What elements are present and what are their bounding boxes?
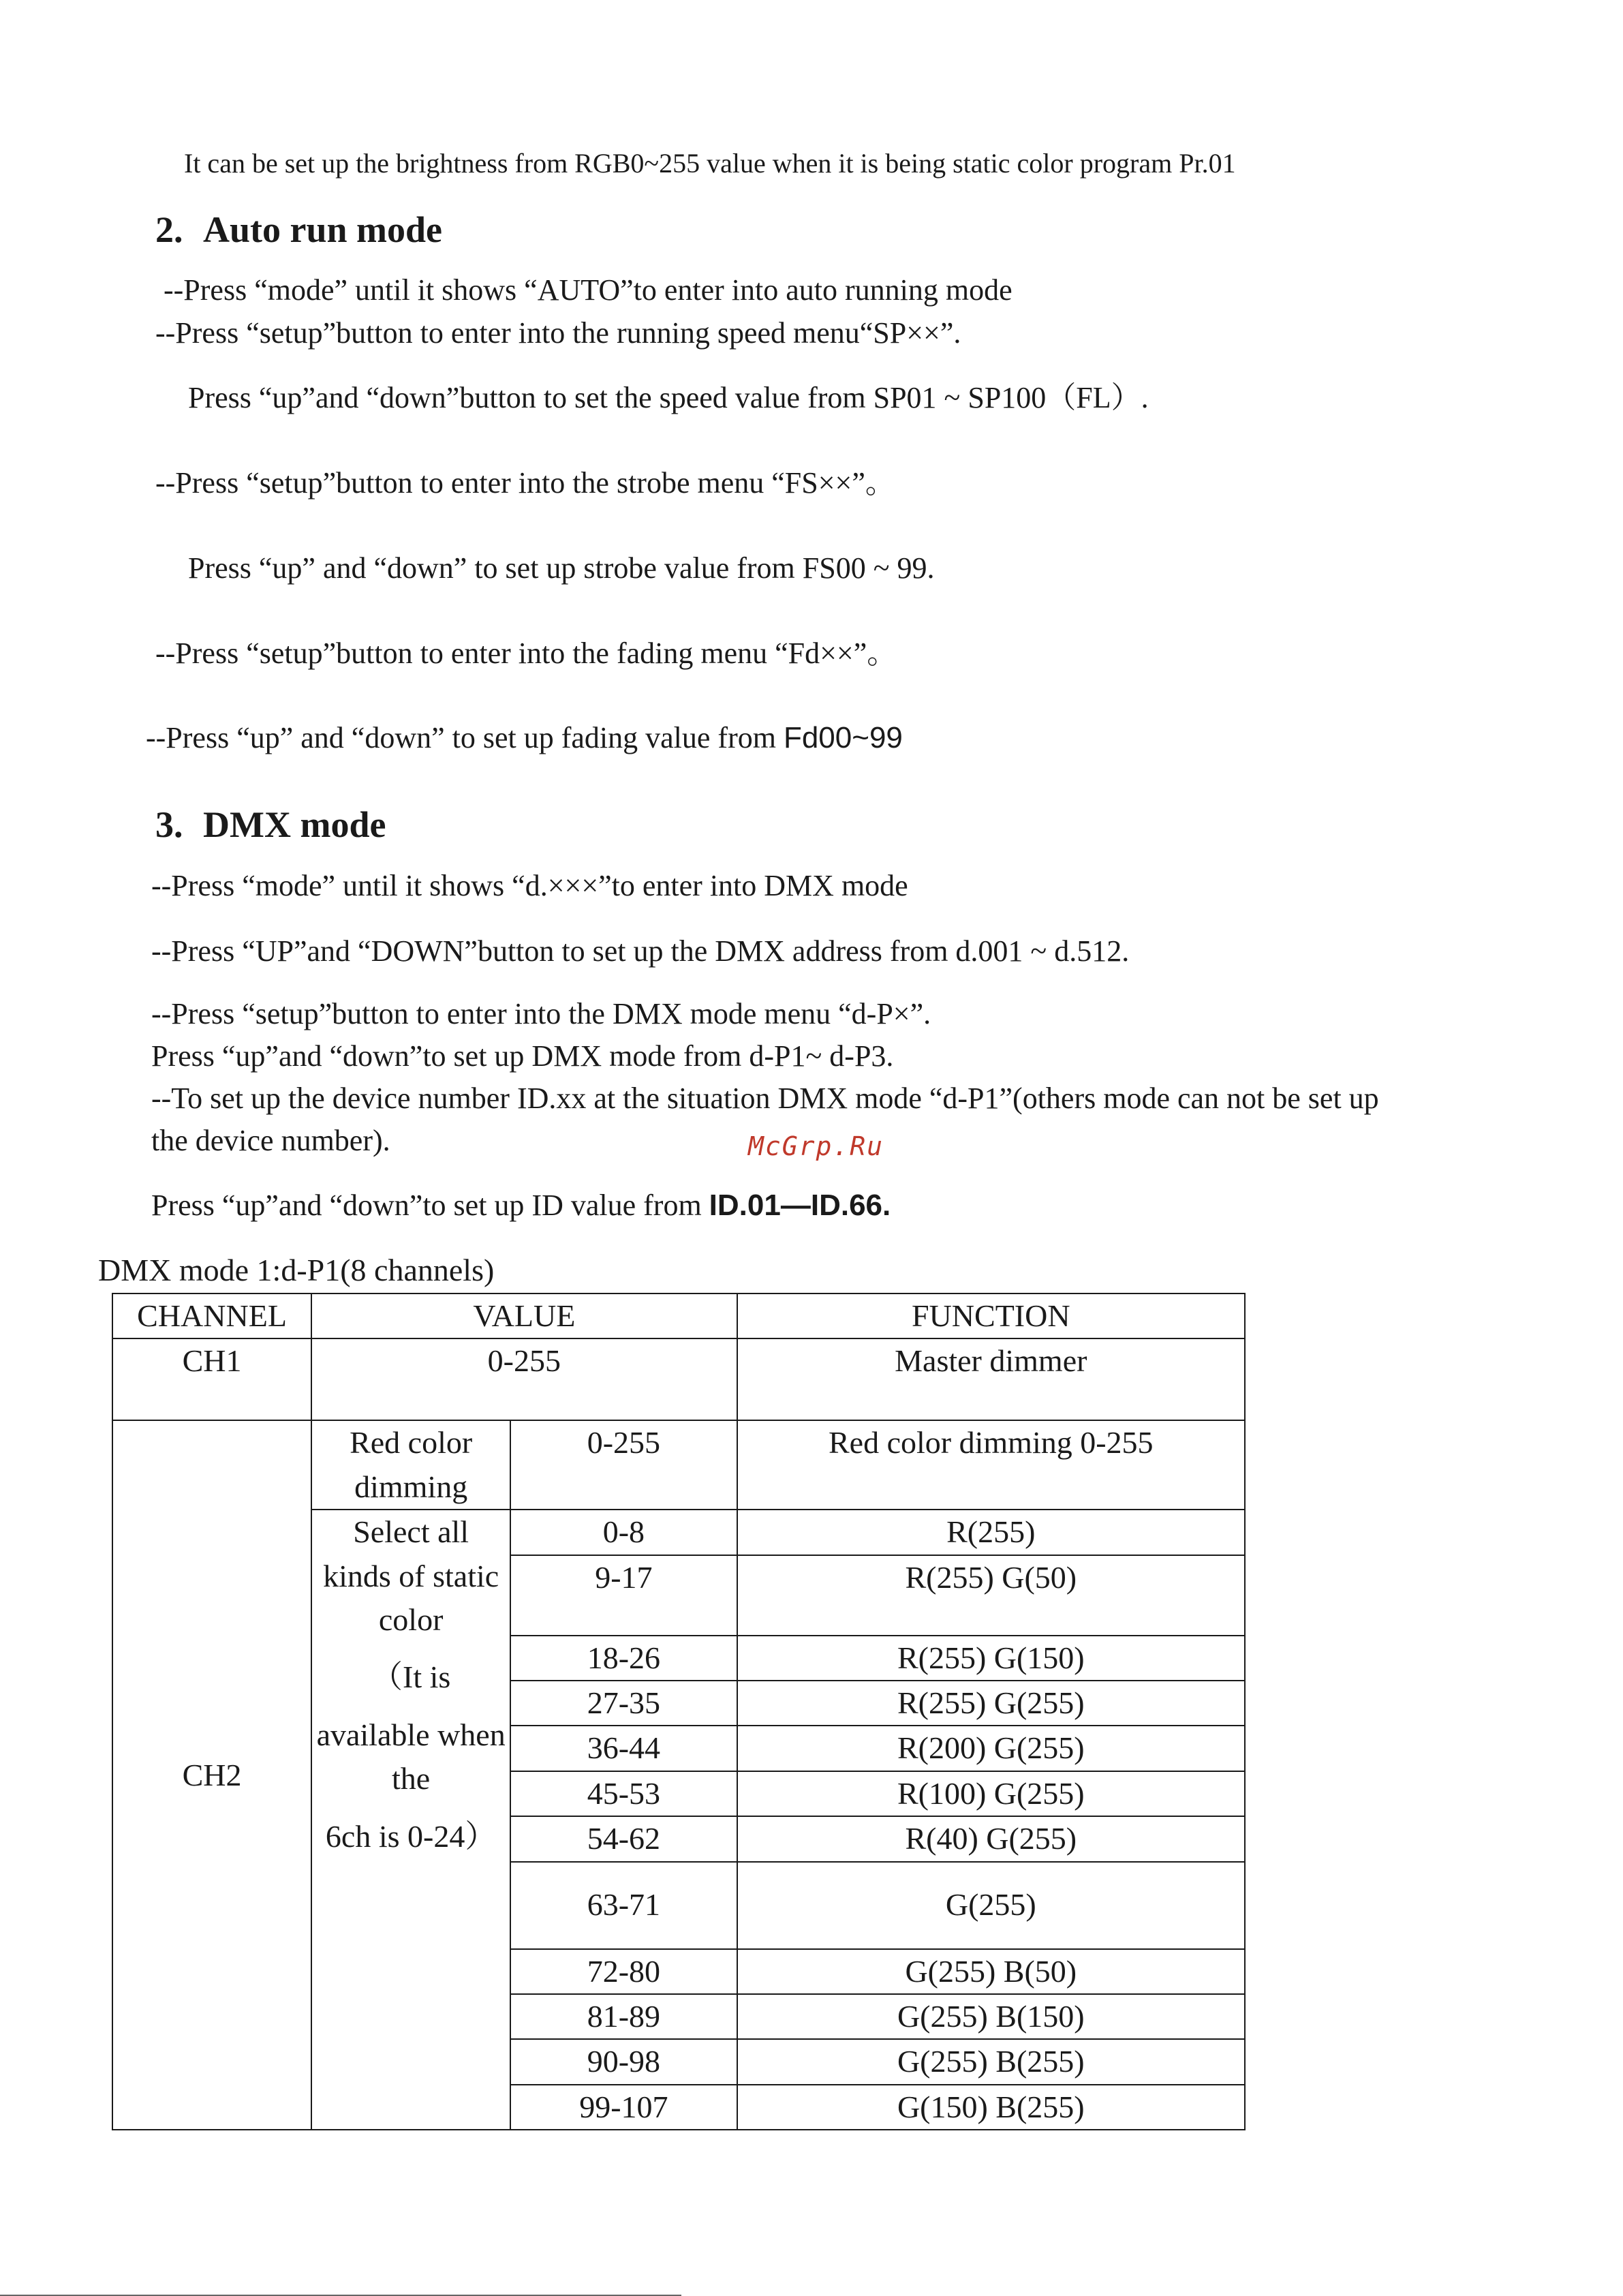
row-value: 27-35	[510, 1681, 737, 1726]
row-function: G(150) B(255)	[737, 2085, 1245, 2130]
row-value: 54-62	[510, 1816, 737, 1861]
row-value: 90-98	[510, 2039, 737, 2084]
auto-step-mode: --Press “mode” until it shows “AUTO”to enter into auto running mode	[164, 273, 1013, 307]
row-function: R(100) G(255)	[737, 1771, 1245, 1816]
row-function: G(255) B(50)	[737, 1949, 1245, 1994]
row-function: G(255)	[737, 1862, 1245, 1949]
dmx-step-id-range	[151, 1188, 891, 1224]
dmx-channel-table	[112, 1293, 1246, 2130]
select-label-line-3: available when the	[316, 1717, 506, 1796]
watermark-text: McGrp.Ru	[748, 1131, 884, 1161]
row-function: R(40) G(255)	[737, 1816, 1245, 1861]
select-label-line-4: 6ch is 0-24）	[325, 1818, 497, 1854]
fading-prefix: --Press “up” and “down” to set up fading value from	[146, 721, 784, 754]
auto-step-fading-range	[146, 720, 903, 756]
id-prefix: Press “up”and “down”to set up ID value from	[151, 1189, 709, 1222]
row-value: 9-17	[510, 1555, 737, 1636]
auto-step-setup-speed: --Press “setup”button to enter into the running speed menu“SP××”.	[155, 316, 961, 350]
table-row-ch2-red	[112, 1420, 1245, 1510]
row-function: G(255) B(255)	[737, 2039, 1245, 2084]
intro-text: It can be set up the brightness from RGB0~255 value when it is being static color program Pr.01	[184, 148, 1236, 179]
section-3-number: 3.	[155, 804, 183, 845]
section-2-heading	[155, 208, 442, 252]
row-value: 63-71	[510, 1862, 737, 1949]
table-caption: DMX mode 1:d-P1(8 channels)	[98, 1253, 495, 1287]
auto-step-setup-fading: --Press “setup”button to enter into the fading menu “Fd××”。	[155, 637, 897, 670]
select-label-line-1: Select all kinds of static color	[323, 1514, 499, 1637]
row-value: 0-8	[510, 1510, 737, 1555]
auto-step-strobe-range: Press “up” and “down” to set up strobe value from FS00 ~ 99.	[188, 551, 935, 585]
auto-step-speed-range: Press “up”and “down”button to set the speed value from SP01 ~ SP100（FL）.	[188, 381, 1149, 414]
dmx-step-device-id-cont: the device number).	[151, 1124, 390, 1157]
section-3-title: DMX mode	[203, 804, 386, 845]
select-label-line-2: （It is	[371, 1659, 451, 1695]
id-range: ID.01—ID.66.	[709, 1189, 891, 1222]
dmx-step-mode: --Press “mode” until it shows “d.×××”to enter into DMX mode	[151, 869, 908, 902]
table-header-row	[112, 1294, 1245, 1338]
row-function: R(200) G(255)	[737, 1726, 1245, 1771]
row-value: 99-107	[510, 2085, 737, 2130]
fading-range: Fd00~99	[783, 721, 903, 754]
ch2-red-function: Red color dimming 0-255	[737, 1420, 1245, 1510]
ch2-select-label	[311, 1510, 510, 2130]
row-value: 18-26	[510, 1636, 737, 1681]
row-value: 36-44	[510, 1726, 737, 1771]
row-function: R(255) G(50)	[737, 1555, 1245, 1636]
auto-step-setup-strobe: --Press “setup”button to enter into the strobe menu “FS××”。	[155, 466, 895, 500]
dmx-step-device-id: --To set up the device number ID.xx at the situation DMX mode “d-P1”(others mode can not be set up	[151, 1082, 1379, 1115]
row-function: R(255)	[737, 1510, 1245, 1555]
section-2-number: 2.	[155, 209, 183, 250]
ch1-function: Master dimmer	[737, 1338, 1245, 1420]
ch1-channel: CH1	[112, 1338, 311, 1420]
table-row-ch1	[112, 1338, 1245, 1420]
row-function: R(255) G(255)	[737, 1681, 1245, 1726]
section-3-heading	[155, 803, 386, 847]
row-value: 45-53	[510, 1771, 737, 1816]
ch2-red-value: 0-255	[510, 1420, 737, 1510]
row-function: G(255) B(150)	[737, 1994, 1245, 2039]
ch2-channel: CH2	[112, 1420, 311, 2130]
row-value: 81-89	[510, 1994, 737, 2039]
header-value: VALUE	[311, 1294, 737, 1338]
dmx-step-mode-range: Press “up”and “down”to set up DMX mode from d-P1~ d-P3.	[151, 1039, 894, 1073]
dmx-step-address: --Press “UP”and “DOWN”button to set up the DMX address from d.001 ~ d.512.	[151, 934, 1130, 968]
header-channel: CHANNEL	[112, 1294, 311, 1338]
row-function: R(255) G(150)	[737, 1636, 1245, 1681]
dmx-step-setup-mode: --Press “setup”button to enter into the DMX mode menu “d-P×”.	[151, 997, 931, 1030]
header-function: FUNCTION	[737, 1294, 1245, 1338]
ch2-red-label: Red color dimming	[311, 1420, 510, 1510]
ch1-value: 0-255	[311, 1338, 737, 1420]
section-2-title: Auto run mode	[203, 209, 443, 250]
row-value: 72-80	[510, 1949, 737, 1994]
